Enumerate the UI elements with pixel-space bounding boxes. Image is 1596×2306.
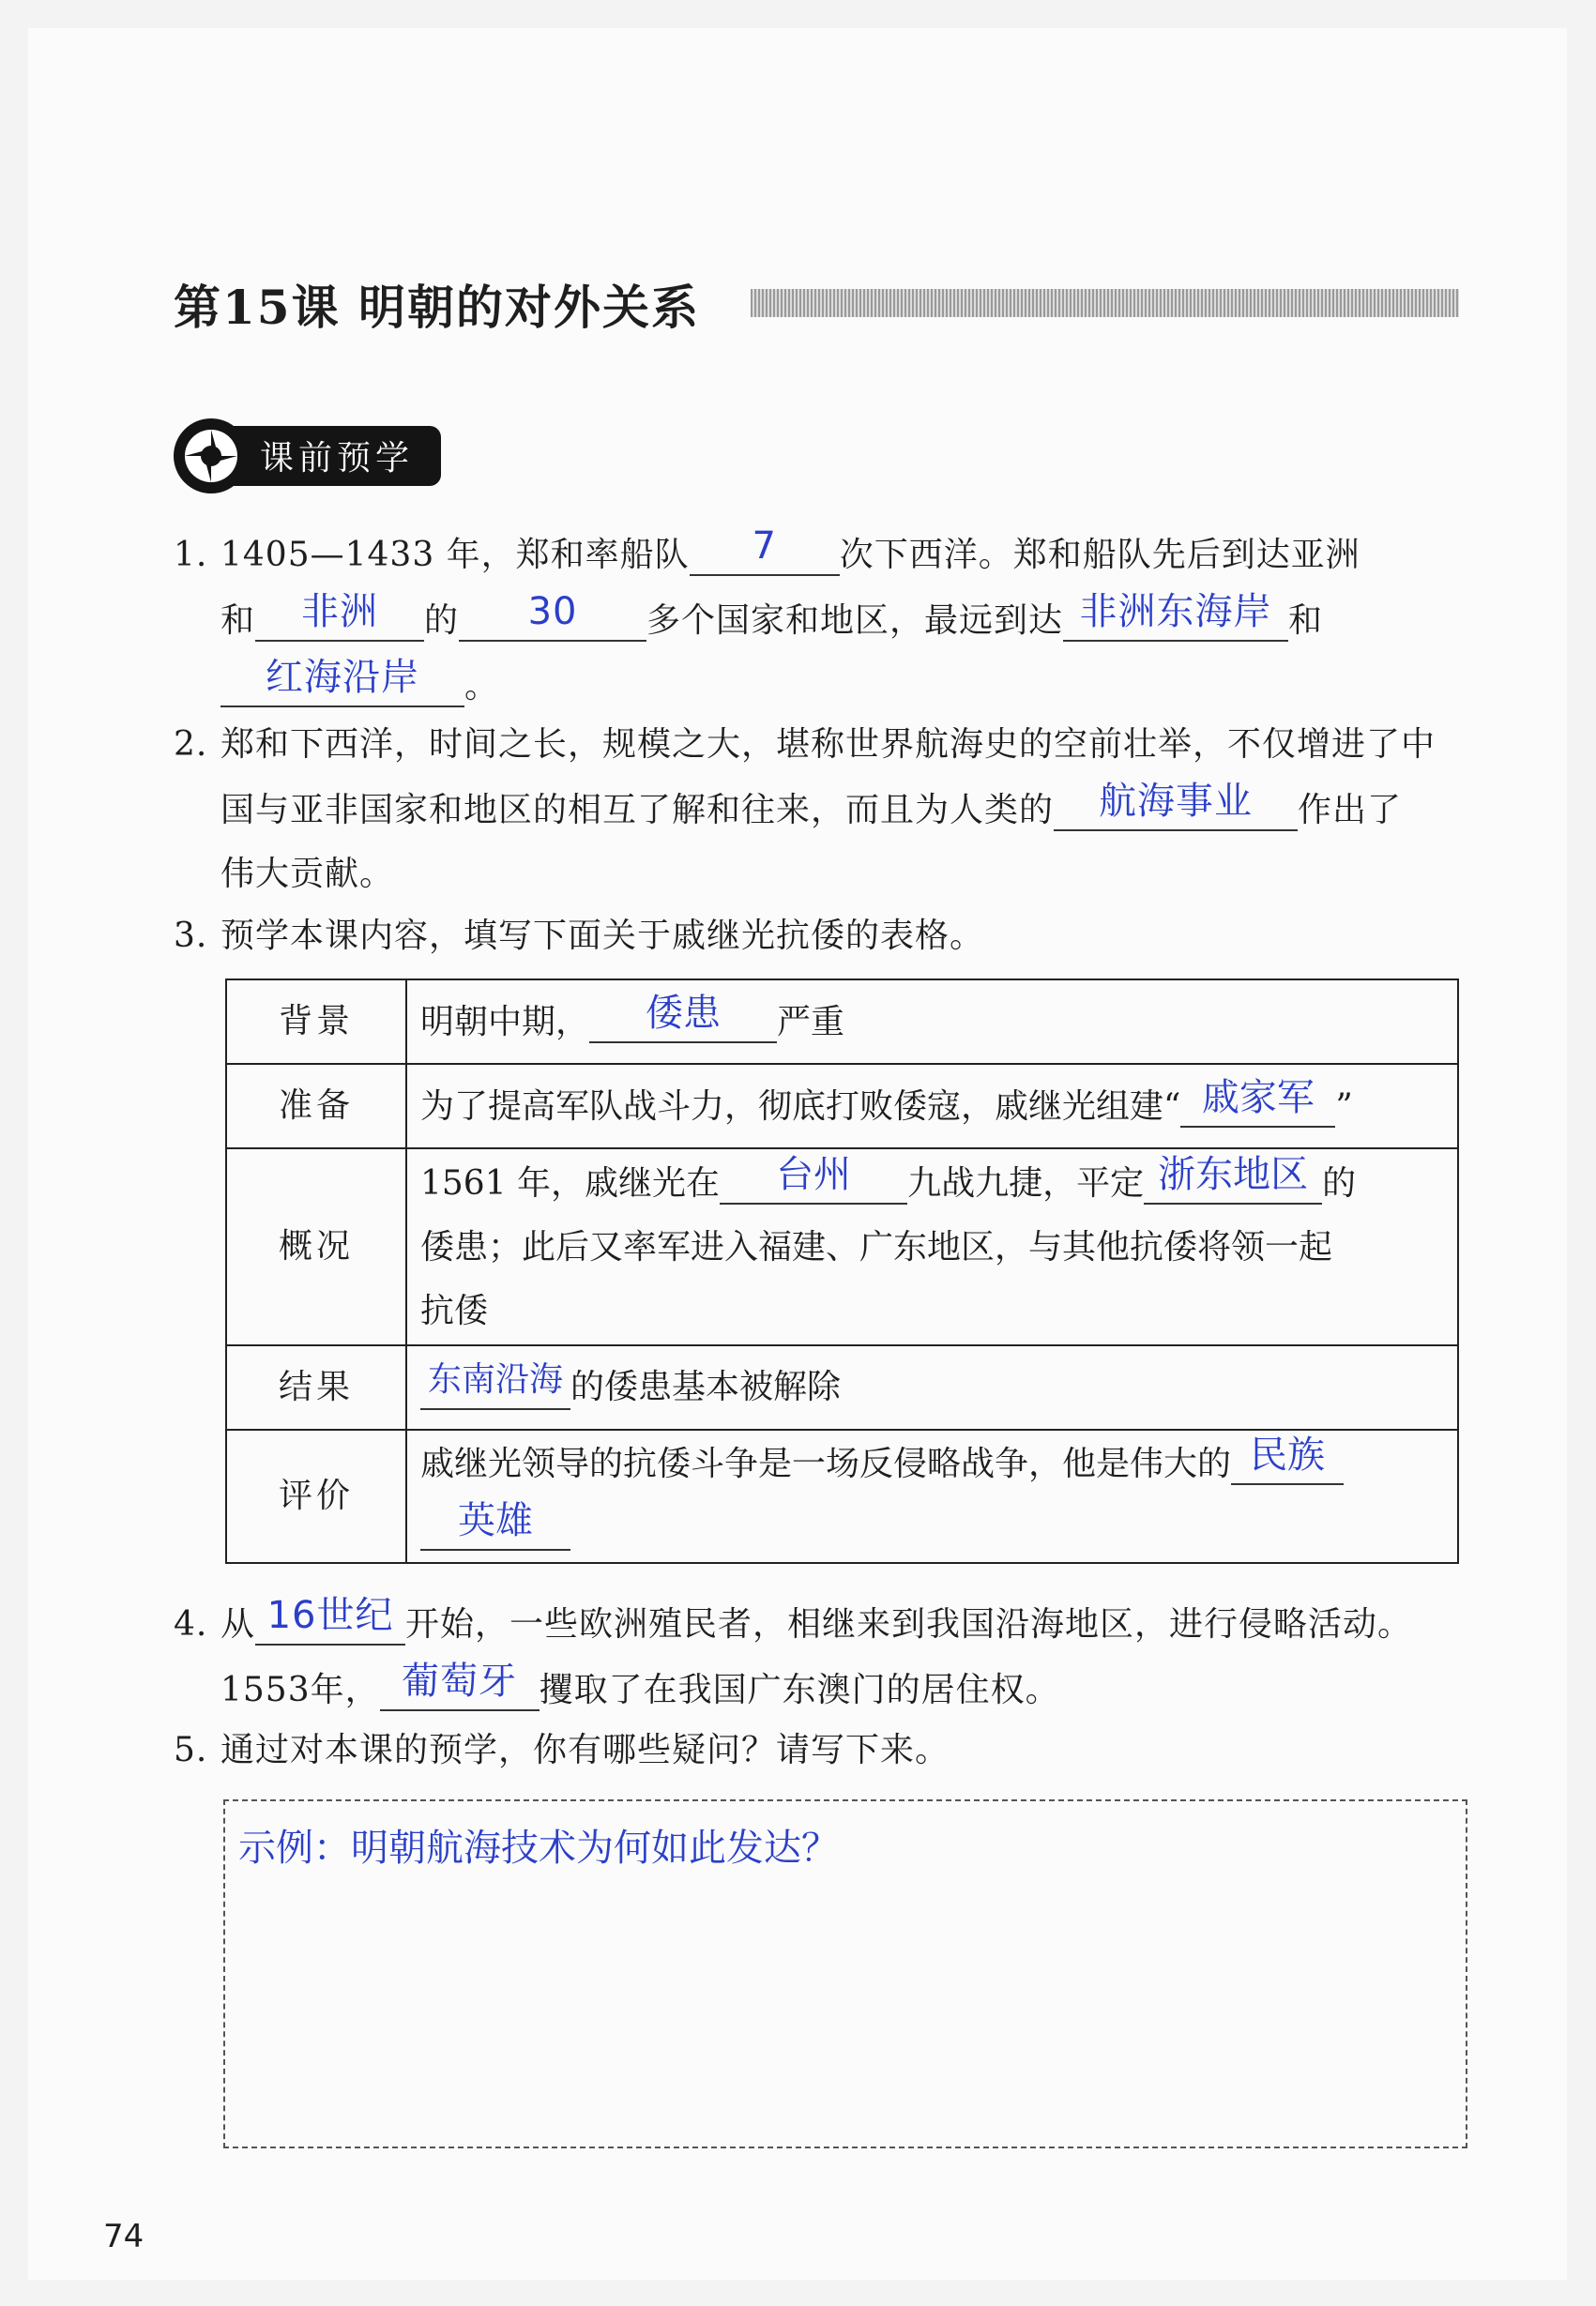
table-blank-7[interactable]	[420, 1496, 570, 1551]
q1-blank-4[interactable]	[1063, 587, 1288, 642]
question-2-line-3	[174, 842, 1464, 906]
q5-answer-box[interactable]	[223, 1799, 1467, 2148]
question-4-line-1	[174, 1591, 1464, 1657]
q1-text: 和	[1288, 601, 1324, 640]
cell-text: 1561 年，戚继光在	[420, 1164, 721, 1203]
q2-text: 作出了	[1298, 791, 1403, 829]
cell-text: 明朝中期，	[420, 1003, 590, 1041]
table-row-evaluation	[226, 1430, 1458, 1563]
cell-text: 严重	[777, 1003, 845, 1041]
question-1-line-1	[174, 522, 1464, 587]
question-4-line-2	[174, 1657, 1464, 1722]
q4-answer-2: 葡萄牙	[402, 1660, 518, 1703]
table-blank-2[interactable]	[1180, 1073, 1335, 1128]
q4-text: 从	[220, 1605, 256, 1644]
question-5	[174, 1719, 1464, 1783]
table-row-background	[226, 979, 1458, 1064]
q1-answer-2: 非洲	[301, 590, 379, 633]
q4-blank-1[interactable]	[255, 1591, 405, 1646]
question-3	[174, 904, 1464, 968]
question-2	[174, 713, 1464, 906]
title-decoration-bar	[751, 289, 1459, 317]
question-number: 3.	[174, 917, 208, 955]
q1-text: 的	[424, 601, 460, 640]
q1-text: 和	[220, 601, 256, 640]
q2-answer-1: 航海事业	[1099, 780, 1254, 823]
table-blank-4[interactable]	[1144, 1150, 1322, 1205]
table-answer-7: 英雄	[458, 1499, 533, 1542]
section-badge	[174, 418, 446, 493]
question-number: 5.	[174, 1731, 208, 1769]
q1-text: 1405—1433 年，郑和率船队	[220, 536, 690, 574]
qi-jiguang-table	[225, 979, 1459, 1564]
cell-text: 的	[1322, 1164, 1357, 1203]
page-number: 74	[103, 2218, 144, 2255]
table-label: 结果	[226, 1345, 406, 1430]
question-1-line-3	[174, 653, 1464, 719]
q1-text: 次下西洋。郑和船队先后到达亚洲	[839, 536, 1360, 574]
q1-blank-3[interactable]	[459, 587, 646, 642]
q1-text: 。	[464, 667, 500, 705]
q4-text: 攫取了在我国广东澳门的居住权。	[539, 1671, 1060, 1709]
table-blank-6[interactable]	[1231, 1431, 1344, 1485]
table-label: 概况	[226, 1148, 406, 1345]
question-number: 1.	[174, 536, 208, 574]
q1-blank-1[interactable]	[690, 522, 840, 576]
table-row-preparation	[226, 1064, 1458, 1148]
q1-answer-3: 30	[527, 590, 578, 633]
q4-text: 开始，一些欧洲殖民者，相继来到我国沿海地区，进行侵略活动。	[405, 1605, 1413, 1644]
cell-text: 抗倭	[420, 1292, 489, 1330]
table-answer-5: 东南沿海	[427, 1360, 563, 1399]
q1-answer-5: 红海沿岸	[266, 656, 419, 699]
question-1	[174, 522, 1464, 719]
table-label: 背景	[226, 979, 406, 1064]
table-blank-3[interactable]	[720, 1150, 907, 1205]
q1-answer-4: 非洲东海岸	[1079, 590, 1272, 633]
table-cell	[406, 1345, 1458, 1430]
q2-text: 郑和下西洋，时间之长，规模之大，堪称世界航海史的空前壮举，不仅增进了中	[220, 725, 1436, 764]
question-number: 2.	[174, 725, 208, 764]
question-1-line-2	[174, 587, 1464, 653]
question-2-line-1	[174, 713, 1464, 777]
cell-text: 为了提高军队战斗力，彻底打败倭寇，戚继光组建“	[420, 1087, 1181, 1126]
question-number: 4.	[174, 1605, 208, 1644]
question-4	[174, 1591, 1464, 1722]
q5-handwritten-answer: 示例：明朝航海技术为何如此发达？	[238, 1827, 839, 1870]
q1-text: 多个国家和地区，最远到达	[646, 601, 1064, 640]
q5-text: 通过对本课的预学，你有哪些疑问？请写下来。	[220, 1731, 950, 1769]
table-cell	[406, 1064, 1458, 1148]
table-label: 准备	[226, 1064, 406, 1148]
q4-text: 1553年，	[220, 1671, 380, 1709]
question-2-line-2	[174, 777, 1464, 842]
q4-blank-2[interactable]	[380, 1657, 540, 1711]
table-answer-2: 戚家军	[1201, 1076, 1315, 1119]
lesson-title: 第15课 明朝的对外关系	[174, 280, 700, 335]
table-row-overview	[226, 1148, 1458, 1345]
q2-text: 伟大贡献。	[220, 855, 395, 893]
q1-answer-1: 7	[752, 524, 777, 568]
q2-text: 国与亚非国家和地区的相互了解和往来，而且为人类的	[220, 791, 1055, 829]
table-row-result	[226, 1345, 1458, 1430]
section-badge-label: 课前预学	[260, 439, 415, 478]
table-answer-6: 民族	[1250, 1434, 1326, 1477]
aperture-icon	[174, 418, 249, 493]
table-cell	[406, 979, 1458, 1064]
table-answer-3: 台州	[776, 1153, 852, 1196]
table-blank-1[interactable]	[589, 989, 777, 1043]
cell-text: 戚继光领导的抗倭斗争是一场反侵略战争，他是伟大的	[420, 1445, 1232, 1483]
q4-answer-1: 16世纪	[266, 1594, 394, 1637]
table-blank-5[interactable]	[420, 1356, 570, 1410]
table-answer-1: 倭患	[646, 992, 722, 1035]
table-cell	[406, 1430, 1458, 1563]
table-label: 评价	[226, 1430, 406, 1563]
cell-text: 倭患；此后又率军进入福建、广东地区，与其他抗倭将领一起	[420, 1228, 1333, 1267]
cell-text: 九战九捷，平定	[907, 1164, 1145, 1203]
cell-text: 的倭患基本被解除	[570, 1368, 842, 1406]
table-answer-4: 浙东地区	[1158, 1153, 1309, 1196]
q1-blank-2[interactable]	[255, 587, 424, 642]
lesson-header	[174, 270, 1459, 335]
q1-blank-5[interactable]	[220, 653, 464, 707]
cell-text: ”	[1335, 1087, 1353, 1126]
table-cell	[406, 1148, 1458, 1345]
q2-blank-1[interactable]	[1054, 777, 1298, 831]
q3-text: 预学本课内容，填写下面关于戚继光抗倭的表格。	[220, 917, 985, 955]
